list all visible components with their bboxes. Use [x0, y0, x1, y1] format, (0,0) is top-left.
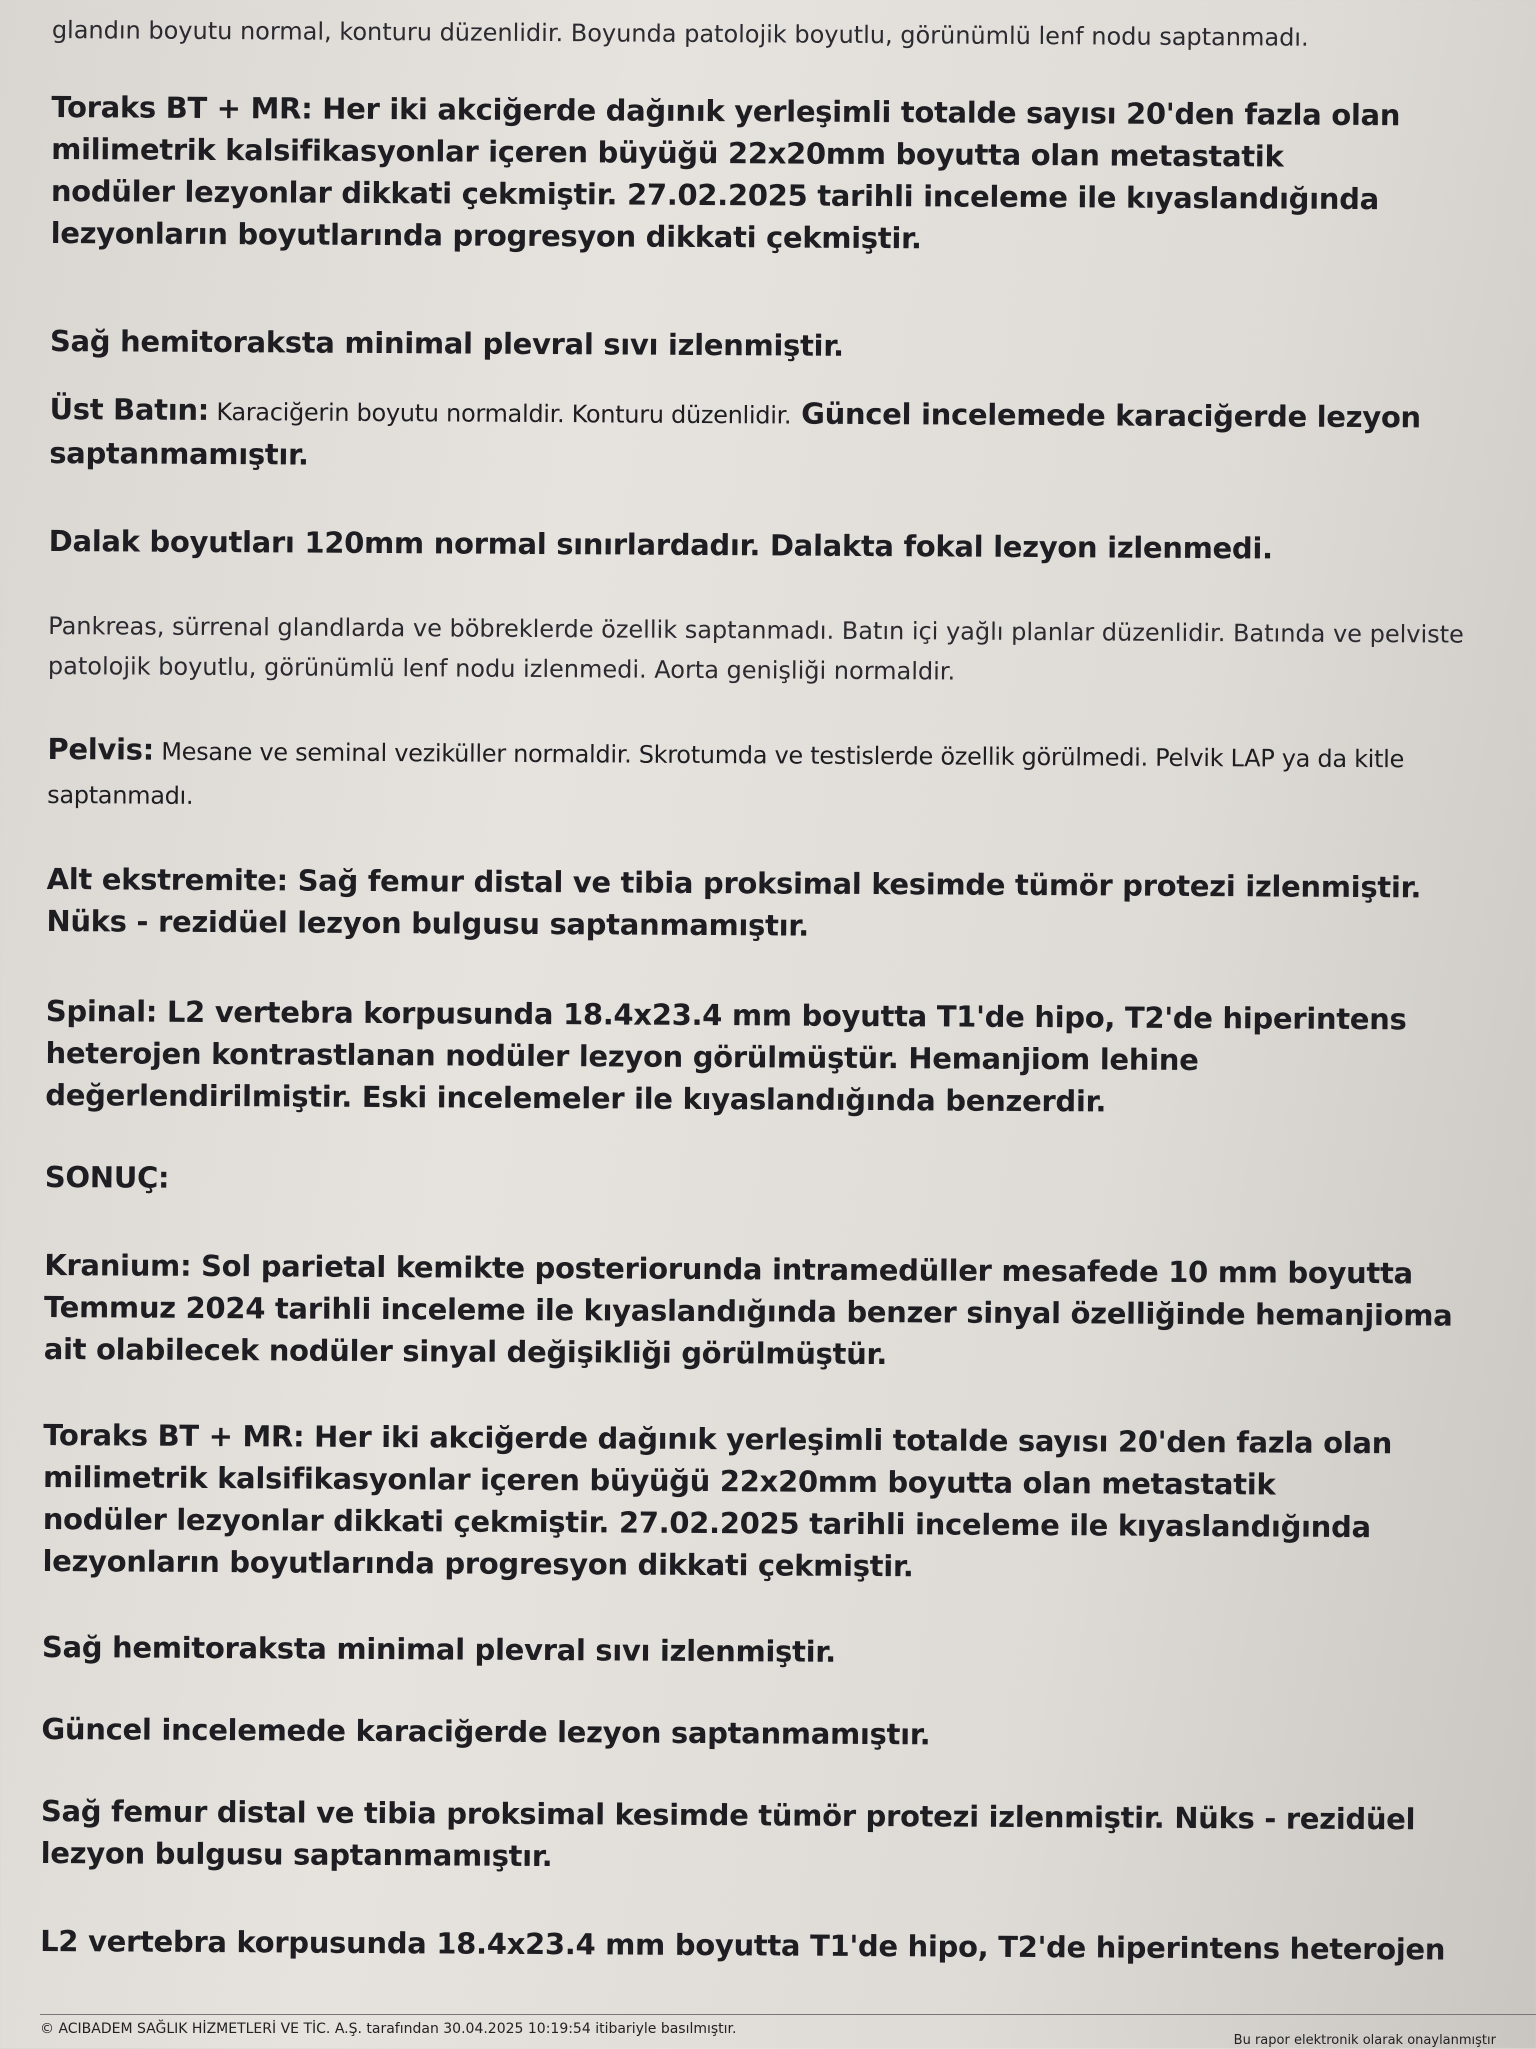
pancreas-paragraph: Pankreas, sürrenal glandlarda ve böbreklerde özellik saptanmadı. Batın içi yağlı planlar düzenlidir. Batında ve pelviste patolojik boyutlu, görünümlü lenf nodu izlenmedi. Aorta genişliği normaldir. [47, 611, 1464, 686]
liver-conclusion-paragraph: Güncel incelemede karaciğerde lezyon saptanmamıştır. [41, 1711, 931, 1752]
print-notice: © ACIBADEM SAĞLIK HİZMETLERİ VE TİC. A.Ş. tarafından 30.04.2025 10:19:54 itibariyle basılmıştır. [40, 2021, 737, 2037]
thyroid-paragraph: glandın boyutu normal, konturu düzenlidir. Boyunda patolojik boyutlu, görünümlü lenf nodu saptanmadı. [51, 15, 1309, 52]
upper-abdomen-paragraph [49, 388, 1489, 483]
upper-abdomen-label: Üst Batın: [49, 391, 210, 427]
pelvis-paragraph [47, 728, 1488, 825]
pelvis-label: Pelvis: [47, 731, 155, 767]
spinal-text: L2 vertebra korpusunda 18.4x23.4 mm boyutta T1'de hipo, T2'de hiperintens heterojen kontrastlanan nodüler lezyon görülmüştür. Hemanjiom lehine değerlendirilmiştir. Eski incelemeler ile kıyaslandığında benzerdir. [45, 994, 1407, 1119]
thorax-findings-paragraph [50, 86, 1411, 262]
page-footer [40, 2014, 1536, 2049]
spleen-paragraph: Dalak boyutları 120mm normal sınırlardadır. Dalakta fokal lezyon izlenmedi. [48, 523, 1273, 566]
thorax-label: Toraks BT + MR: [51, 89, 313, 126]
cranium-text: Sol parietal kemikte posteriorunda intramedüller mesafede 10 mm boyutta Temmuz 2024 tarihli inceleme ile kıyaslandığında benzer sinyal özelliğinde hemanjioma ait olabilecek nodüler sinyal değişikliği görülmüştür. [43, 1248, 1453, 1372]
spinal-label: Spinal: [45, 993, 158, 1029]
liver-normal-text: Karaciğerin boyutu normaldir. Konturu düzenlidir. [208, 397, 792, 430]
lower-extremity-text: Sağ femur distal ve tibia proksimal kesimde tümör protezi izlenmiştir. Nüks - rezidüel lezyon bulgusu saptanmamıştır. [46, 863, 1422, 943]
thorax-text: Her iki akciğerde dağınık yerleşimli totalde sayısı 20'den fazla olan milimetrik kalsifikasyonlar içeren büyüğü 22x20mm boyutta olan metastatik nodüler lezyonlar dikkati çekmiştir. 27.02.2025 tarihli inceleme ile kıyaslandığında lezyonların boyutlarında progresyon dikkati çekmiştir. [50, 91, 1401, 256]
cranium-label: Kranium: [44, 1247, 192, 1283]
lower-extremity-label: Alt ekstremite: [46, 861, 288, 898]
liver-no-lesion-text: Güncel incelemede karaciğerde lezyon saptanmamıştır. [49, 396, 1421, 472]
report-page [40, 8, 1512, 2017]
lower-extremity-paragraph [46, 858, 1486, 951]
electronic-approval-notice: Bu rapor elektronik olarak onaylanmıştır [1233, 2033, 1496, 2048]
extremity-conclusion-paragraph: Sağ femur distal ve tibia proksimal kesimde tümör protezi izlenmiştir. Nüks - rezidüel lezyon bulgusu saptanmamıştır. [40, 1793, 1416, 1874]
spinal-conclusion-paragraph: L2 vertebra korpusunda 18.4x23.4 mm boyutta T1'de hipo, T2'de hiperintens heterojen [40, 1923, 1446, 1967]
pleural-fluid-paragraph: Sağ hemitoraksta minimal plevral sıvı izlenmiştir. [49, 323, 844, 363]
cranium-paragraph [44, 1244, 1475, 1379]
pelvis-text: Mesane ve seminal veziküller normaldir. Skrotumda ve testislerde özellik görülmedi. Pelvik LAP ya da kitle saptanmadı. [47, 737, 1405, 810]
conclusion-heading: SONUÇ: [44, 1159, 170, 1195]
spinal-paragraph [45, 990, 1486, 1125]
pleural-conclusion-paragraph: Sağ hemitoraksta minimal plevral sıvı izlenmiştir. [41, 1629, 836, 1669]
thorax-conclusion-paragraph: Toraks BT + MR: Her iki akciğerde dağınık yerleşimli totalde sayısı 20'den fazla olan milimetrik kalsifikasyonlar içeren büyüğü 22x20mm boyutta olan metastatik nodüler lezyonlar dikkati çekmiştir. 27.02.2025 tarihli inceleme ile kıyaslandığında lezyonların boyutlarında progresyon dikkati çekmiştir. [42, 1417, 1393, 1584]
